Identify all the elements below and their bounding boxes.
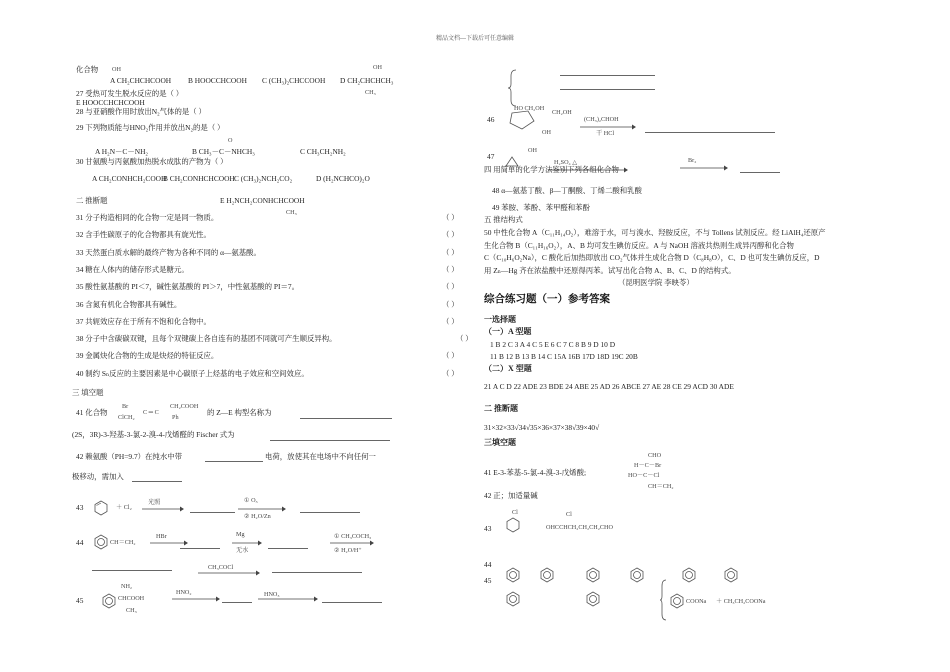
q45-label: 45 [76,596,84,605]
q46-blank-3 [645,132,775,133]
ch3-label-2: CH₃ [286,209,297,216]
judge-item [76,247,459,257]
judge-item-text: 34 糖在人体内的储存形式是糖元。 [76,264,189,274]
group-title: 四 用简单的化学方法鉴别下列各组化合物 [484,165,619,174]
q41-answer-blank [300,418,392,419]
q41-struct-5: Ph [172,414,179,421]
judge-item [76,368,459,378]
q46-blank-1 [560,75,655,76]
q29-option-a: A H₂N－C－NH₂ [95,147,148,156]
q46-blank-2 [560,89,655,90]
judge-item [76,299,459,309]
q44-blank-3 [92,570,172,571]
q41-text: 的 Z—E 构型名称为 [207,408,272,417]
q30-option-d: D (H₂NCHCO)₂O [316,174,370,183]
fischer-1: CHO [648,452,662,459]
answer-mark: （ ） [442,264,459,274]
q42-blank-1 [205,461,263,462]
q43-arrow-icon [142,506,184,512]
q50-line: 用 Zₙ—Hg 齐在浓盐酸中还原得丙苯。试写出化合物 A、B、C、D 的结构式。 [484,265,736,275]
oh-label: OH [112,66,121,73]
benzene-ring-icon [682,568,696,582]
answer-mark: （ ） [442,230,459,240]
answer-mark: （ ） [442,247,459,257]
q41-struct-2: ClCH₂ [118,414,135,421]
q45-reagent-2: HNO₃ [264,591,280,598]
q44-arrow-4-icon [198,570,260,576]
q30-option-a: A CH₂CONHCH₂COOH [92,174,167,183]
q44-arrow-icon [150,540,188,546]
q41-struct: Br [122,403,129,410]
oh-label-4: OH [528,147,537,154]
q41-struct-4: CH₂COOH [170,403,199,410]
infer-title: 五 推结构式 [484,215,523,224]
answer-45: 45 [484,576,492,585]
q44-reagent: HBr [156,533,167,540]
q47-label: 47 [487,152,495,161]
judge-item-text: 31 分子构造相同的化合物一定是同一物质。 [76,213,219,222]
benzene-ring-icon [724,568,738,582]
nh2-label: NH₂ [121,583,133,590]
chlorocyclohexane-icon [506,518,520,532]
q27-formula: E HOOCCHCHCOOH [76,98,145,107]
benzene-icon-2 [102,594,116,608]
answer-43: 43 [484,524,492,533]
answer-sub-1: （一）A 型题 [484,327,532,336]
q26-option-d: D CH₂CHCHCH₃ [340,76,394,85]
q46-condition: 干 HCl [596,130,615,137]
fischer-3: HO－C－Cl [628,472,660,479]
q44-blank-2 [268,548,308,549]
answer-sec-3: 三填空题 [484,438,516,447]
benzene-ring-icon [506,568,520,582]
answer-title: 综合练习题（一）参考答案 [484,294,610,305]
answer-45-product-1: COONa [686,598,707,605]
q43-blank-2 [300,512,360,513]
fischer-4: CH＝CH₂ [648,483,674,490]
judge-item [76,213,459,222]
q47-arrow-2-icon [680,165,728,171]
q47-blank [740,172,780,173]
cl-label: Cl [512,509,518,516]
q47-reagent: H₂SO₄ △ [554,159,578,166]
oh-label-2: OH [373,64,382,71]
o-label: O [228,137,233,144]
q50-line: 50 中性化合物 A（C₁₁H₁₄O₂），难溶于水，可与溴水、羟胺反应，不与 Tollens 试剂反应。经 LiAlH₄还原产 [484,228,826,237]
q42-blank-2 [132,481,182,482]
answer-sub-2: （二）X 型题 [484,364,532,373]
q43-condition-2: ① O₃ [244,497,258,504]
judge-item [76,282,459,292]
judge-item [76,351,459,361]
judge-item-text: 38 分子中含碳碳双键，且每个双键碳上各自连有的基团不同就可产生顺反异构。 [76,334,337,344]
judge-item-text: 32 含手性碳原子的化合物都具有旋光性。 [76,230,211,240]
ch2oh-label: CH₂OH [552,109,572,116]
answer-sec-2: 二 推断题 [484,404,518,413]
judge-item [76,230,459,240]
answer-42: 42 正；加适量碱 [484,491,538,500]
q26-prefix: 化合物 [76,65,99,74]
q44-acyl: CH₃COCl [208,564,234,571]
answer-41: 41 E-3-苯基-5-氯-4-溴-3-戊烯酸; [484,468,587,477]
q26-option-b: B HOOCCHCOOH [188,76,247,85]
q43-label: 43 [76,503,84,512]
q42-b: 电荷，放使其在电场中不向任何一 [265,452,376,461]
fischer-2: H－C－Br [634,462,662,469]
q42-c: 极移动，需加入 [72,472,124,481]
judge-title: 二 推断题 [76,196,108,205]
q45-reagent-1: HNO₂ [176,589,192,596]
answer-mark: （ ） [442,351,459,361]
q29-option-b: B CH₃－C－NHCH₃ [192,147,255,156]
q45-blank-2 [322,602,382,603]
q43-condition: 光照 [148,499,161,506]
q41-struct-3: C ═ C [143,409,159,416]
q46-label: 46 [487,115,495,124]
q30-option-c: C (CH₃)₂NCH₂CO₂ [234,174,293,183]
answer-45-product-2: ＋ CH₃CH₂COONa [716,598,766,605]
benzene-icon-3 [670,594,684,608]
judge-item-text: 35 酸性氨基酸的 PI＜7，碱性氨基酸的 PI＞7，中性氨基酸的 PI＝7。 [76,282,299,292]
q45-arrow-icon [172,596,220,602]
q49: 49 苯胺、苯酚、苯甲醛和苯酚 [492,203,590,212]
q29-option-c: C CH₃CH₂NH₂ [300,147,346,156]
q48: 48 α—氨基丁酸、β—丁酮酸、丁烯二酸和乳酸 [492,186,642,195]
q44-blank-4 [272,572,362,573]
q46-reagent: (CH₃)₂CHOH [584,116,619,123]
q44-mg: Mg [236,531,245,538]
answer-44: 44 [484,560,492,569]
judge-item-text: 37 共轭效应存在于所有不饱和化合物中。 [76,316,211,326]
q45-formula: CHCOOH [118,595,145,602]
q43-reagent: ＋ Cl₂ [116,504,132,511]
judge-item [76,334,473,344]
fill-title: 三 填空题 [72,388,104,397]
q44-condition: ① CH₃COCH₃ [334,533,372,540]
q47-br2: Br₂ [688,157,697,164]
ch3-label-3: CH₃ [126,607,137,614]
brace-icon [508,70,518,106]
q29: 29 下列物质能与HNO₂作用并放出N₂的是（ ） [76,123,225,132]
benzene-icon [94,535,108,549]
q41-fischer-question: (2S，3R)-3-羟基-3-氯-2-溴-4-戊烯醛的 Fischer 式为 [72,430,235,439]
q50-line: 生化合物 B（C₁₁H₁₆O₂），A、B 均可发生碘仿反应。A 与 NaOH 溶液共热则生成异丙醇和化合物 [484,240,794,250]
answer-mark: （ ） [442,282,459,292]
answer-a-row-2: 11 B 12 B 13 B 14 C 15A 16B 17D 18D 19C 20B [490,352,638,361]
benzene-ring-icon [586,592,600,606]
judge-item-text: 33 天然蛋白质水解的最终产物为各种不同的 α—氨基酸。 [76,247,261,257]
q27: 27 受热可发生脱水反应的是（ ） [76,89,184,98]
ch3-label: CH₃ [365,89,376,96]
benzene-ring-icon [586,568,600,582]
q44-substituent: CH＝CH₂ [110,539,136,546]
q44-blank-1 [180,548,220,549]
judge-item [76,264,459,274]
answer-mark: （ ） [456,334,473,344]
brace-icon-2 [660,580,668,620]
judge-item-text: 39 金属炔化合物的生成是炔烃的特征反应。 [76,351,219,361]
q44-label: 44 [76,538,84,547]
oh-label-3: OH [542,129,551,136]
q30-option-e: E H₂NCH₂CONHCHCOOH [220,196,305,205]
answer-sec-1: 一选择题 [484,315,516,324]
answer-mark: （ ） [442,299,459,309]
q50-line: C（C₁₀H₆O₂Na），C 酸化后加热即放出 CO₂气体并生成化合物 D（C₈H₈O），C、D 也可发生碘仿反应，D [484,253,820,262]
benzene-ring-icon [506,592,520,606]
judge-answer: 31×32×33√34√35×36×37×38√39×40√ [484,423,600,432]
q45-blank-1 [222,602,252,603]
judge-item-text: 36 含氮有机化合物都具有碱性。 [76,299,182,309]
q41-fischer-blank [270,440,390,441]
q41-label: 41 化合物 [76,408,108,417]
judge-item [76,316,459,326]
q45-arrow-2-icon [258,596,318,602]
cyclohexene-icon [94,501,108,515]
answer-a-row-1: 1 B 2 C 3 A 4 C 5 E 6 C 7 C 8 B 9 D 10 D [490,340,616,349]
answer-x-row: 21 A C D 22 ADE 23 BDE 24 ABE 25 AD 26 ABCE 27 AE 28 CE 29 ACD 30 ADE [484,382,734,391]
benzene-ring-icon [540,568,554,582]
q42: 42 赖氨酸（PH=9.7）在纯水中带 [76,452,182,461]
q30-option-b: B CH₂CONHCHCOOH [163,174,235,183]
judge-item-text: 40 制约 Sₙ反应的主要因素是中心碳原子上烃基的电子效应和空间效应。 [76,368,309,378]
q43-blank-1 [190,512,235,513]
q30: 30 甘氨酸与丙氨酸加热脱水成肽的产物为（ ） [76,157,228,166]
source-note: （昆明医学院 李映苓） [618,278,694,287]
q26-option-c: C (CH₃)₂CHCCOOH [262,76,326,85]
benzene-ring-icon [630,568,644,582]
q28: 28 与亚硝酸作用时放出N₂气体的是（ ） [76,107,206,116]
q44-mg-cond: 无水 [236,547,249,554]
q44-condition-2: ② H₂O/H⁺ [334,547,362,554]
cl-label-2: Cl [566,511,572,518]
page-header: 精品文档---下载后可任意编辑 [436,36,514,42]
answer-mark: （ ） [442,316,459,326]
answer-mark: （ ） [442,213,459,222]
answer-43-formula: OHCCHCH₂CH₂CH₂CHO [546,524,613,531]
answer-mark: （ ） [442,368,459,378]
oh-labels: HO CH₂OH [514,105,545,112]
q26-option-a: A CH₂CHCHCOOH [110,76,172,85]
q43-condition-3: ② H₂O/Zn [244,513,271,520]
